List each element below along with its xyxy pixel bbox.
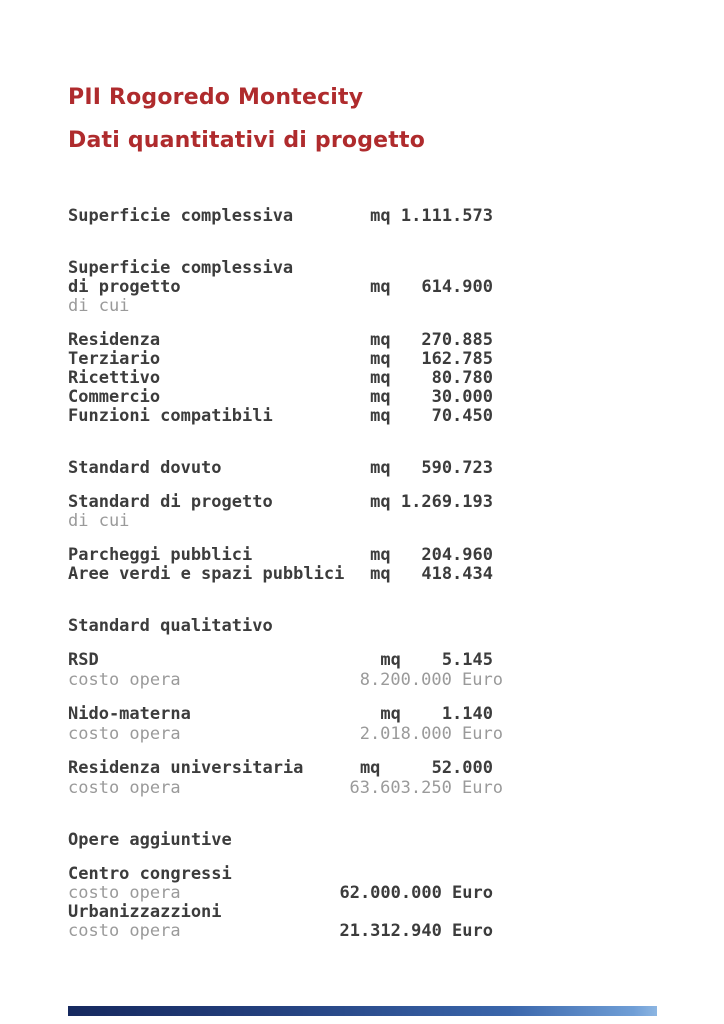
table-row [68,565,493,584]
row-value: mq 80.780 [370,368,493,388]
table-row [68,884,493,903]
table-row [68,278,493,297]
row-label: Opere aggiuntive [68,830,232,850]
table-row [68,331,493,350]
page-subtitle: Dati quantitativi di progetto [68,128,426,153]
footer-decorative-bar [68,1006,657,1016]
row-label: di cui [68,296,130,316]
row-label: Superficie complessiva [68,206,294,226]
table-row [68,259,493,278]
table-row [68,350,493,369]
table-row [68,724,503,744]
table-row [68,778,503,798]
row-value: mq 1.140 [380,704,493,724]
section-header [68,831,493,850]
row-label: Commercio [68,387,161,407]
row-label: costo opera [68,883,181,903]
table-row [68,512,493,531]
table-row [68,493,493,512]
row-label: Aree verdi e spazi pubblici [68,564,345,584]
row-label: Funzioni compatibili [68,406,273,426]
row-label: Ricettivo [68,368,161,388]
row-label: costo opera [68,778,181,798]
row-label: di cui [68,511,130,531]
row-value: 8.200.000 Euro [359,670,503,690]
row-label: Terziario [68,349,161,369]
section-header [68,617,493,636]
table-row [68,903,493,922]
table-row [68,546,493,565]
row-label: Urbanizzazzioni [68,902,222,922]
row-value: 21.312.940 Euro [339,921,493,941]
table-row [68,670,503,690]
row-label: RSD [68,650,99,670]
row-label: Standard di progetto [68,492,273,512]
row-value: 62.000.000 Euro [339,883,493,903]
row-value: 63.603.250 Euro [349,778,503,798]
row-value: mq 204.960 [370,545,493,565]
row-value: mq 70.450 [370,406,493,426]
table-row [68,207,493,226]
row-label: Residenza universitaria [68,758,304,778]
row-label: di progetto [68,277,181,297]
table-row [68,388,493,407]
row-label: Centro congressi [68,864,232,884]
table-row [68,759,493,778]
row-label: Standard dovuto [68,458,222,478]
table-row [68,369,493,388]
table-row [68,297,493,316]
row-value: mq 30.000 [370,387,493,407]
row-label: costo opera [68,921,181,941]
row-label: costo opera [68,724,181,744]
table-row [68,459,493,478]
row-value: mq 418.434 [370,564,493,584]
row-value: mq 5.145 [380,650,493,670]
row-value: mq 162.785 [370,349,493,369]
row-value: mq 270.885 [370,330,493,350]
row-value: mq 1.111.573 [370,206,493,226]
table-row [68,922,493,941]
row-value: mq 52.000 [359,758,493,778]
row-label: Residenza [68,330,161,350]
row-label: costo opera [68,670,181,690]
row-value: mq 1.269.193 [370,492,493,512]
table-row [68,651,493,670]
data-table [68,206,503,941]
row-value: mq 614.900 [370,277,493,297]
page-title: PII Rogoredo Montecity [68,85,364,110]
table-row [68,407,493,426]
row-label: Standard qualitativo [68,616,273,636]
row-label: Parcheggi pubblici [68,545,253,565]
row-label: Nido-materna [68,704,191,724]
row-value: mq 590.723 [370,458,493,478]
table-row [68,865,493,884]
table-row [68,705,493,724]
row-value: 2.018.000 Euro [359,724,503,744]
row-label: Superficie complessiva [68,258,294,278]
